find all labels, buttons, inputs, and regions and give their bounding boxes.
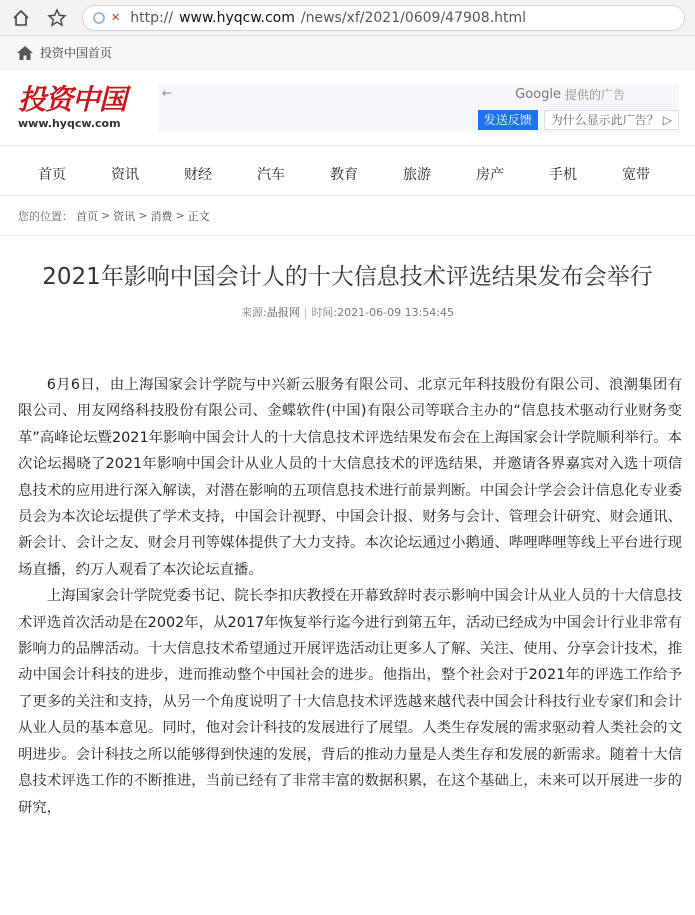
breadcrumb-separator: > [175, 209, 185, 222]
article-body [0, 372, 695, 821]
url-prefix: http:// [130, 9, 174, 26]
play-icon: ▷ [662, 112, 672, 127]
url-path: /news/xf/2021/0609/47908.html [300, 9, 527, 26]
site-home-link[interactable]: 投资中国首页 [40, 46, 113, 60]
google-ad [158, 84, 679, 132]
article-title: 2021年影响中国会计人的十大信息技术评选结果发布会举行 [42, 264, 653, 290]
home-icon [16, 45, 34, 61]
why-label: 为什么显示此广告？ [550, 112, 659, 127]
nav-item-broadband[interactable]: 宽带 [622, 166, 650, 183]
article-paragraph: 上海国家会计学院党委书记、院长李扣庆教授在开幕致辞时表示影响中国会计从业人员的十大信息技术评选首次活动是在2002年，从2017年恢复举行迄今进行到第五年，活动已经成为中国会计行业非常有影响力的品牌活动。十大信息技术希望通过开展评选活动让更多人了解、关注、使用、分享会计技术，推动中国会计科技的进步，进而推动整个中国社会的进步。他指出，整个社会对于2021年的评选工作给予了更多的关注和支持，从另一个角度说明了十大信息技术评选越来越代表中国会计科技行业专家们和会计从业人员的基本意见。同时，他对会计科技的发展进行了展望。人类生存发展的需求驱动着人类社会的文明进步。会计科技之所以能够得到快速的发展，背后的推动力量是人类生存和发展的新需求。随着十大信息技术评选工作的不断推进，当前已经有了非常丰富的数据积累，在这个基础上，未来可以开展进一步的研究， [18, 588, 682, 816]
nav-item-news[interactable]: 资讯 [111, 166, 139, 183]
logo-url: www.hyqcw.com [18, 117, 121, 130]
google-label: Google [515, 86, 561, 102]
back-arrow-icon[interactable]: ← [162, 85, 173, 100]
ad-provider [515, 86, 625, 103]
nav-item-education[interactable]: 教育 [330, 166, 358, 183]
breadcrumb-consumer[interactable]: 消费 [150, 209, 173, 223]
site-logo[interactable] [18, 85, 128, 130]
logo-text: 投资中国 [18, 83, 127, 116]
meta-divider: | [303, 306, 308, 319]
breadcrumb-separator: > [138, 209, 148, 222]
nav-item-mobile[interactable]: 手机 [549, 166, 577, 183]
breadcrumb-home[interactable]: 首页 [76, 209, 98, 223]
home-icon[interactable] [10, 7, 32, 29]
nav-item-finance[interactable]: 财经 [184, 166, 212, 183]
nav-item-travel[interactable]: 旅游 [403, 166, 431, 183]
provided-label: 提供的广告 [564, 87, 625, 102]
article-source: 晶报网 [266, 306, 300, 319]
top-strip [0, 36, 695, 70]
breadcrumb-prefix: 您的位置： [18, 209, 73, 223]
breadcrumb-news[interactable]: 资讯 [113, 209, 136, 223]
address-bar[interactable] [82, 5, 685, 31]
site-info-icon[interactable] [93, 12, 105, 24]
nav-item-realestate[interactable]: 房产 [476, 166, 504, 183]
breadcrumb [0, 196, 695, 236]
browser-toolbar [0, 0, 695, 36]
nav-item-auto[interactable]: 汽车 [257, 166, 285, 183]
article-time: 2021-06-09 13:54:45 [337, 306, 454, 319]
article-meta [0, 304, 695, 320]
breadcrumb-separator: > [101, 209, 111, 222]
nav-item-home[interactable]: 首页 [38, 166, 66, 183]
breadcrumb-current: 正文 [187, 209, 210, 223]
url-host: www.hyqcw.com [179, 9, 295, 26]
favorite-star-icon[interactable] [46, 7, 68, 29]
main-nav [0, 152, 695, 196]
send-feedback-button[interactable]: 发送反馈 [478, 110, 538, 130]
article-paragraph: 6月6日，由上海国家会计学院与中兴新云服务有限公司、北京元年科技股份有限公司、浪潮集团有限公司、用友网络科技股份有限公司、金蝶软件(中国)有限公司等联合主办的“信息技术驱动行业财务变革”高峰论坛暨2021年影响中国会计人的十大信息技术评选结果发布会在上海国家会计学院顺利举行。本次论坛揭晓了2021年影响中国会计从业人员的十大信息技术的评选结果，并邀请各界嘉宾对入选十项信息技术的应用进行深入解读，对潜在影响的五项信息技术进行前景判断。中国会计学会会计信息化专业委员会为本次论坛提供了学术支持，中国会计视野、中国会计报、财务与会计、管理会计研究、财会通讯、新会计、会计之友、财会月刊等媒体提供了大力支持。本次论坛通过小鹅通、哔哩哔哩等线上平台进行现场直播，约万人观看了本次论坛直播。 [18, 377, 682, 578]
time-label: 时间: [311, 306, 338, 319]
not-secure-icon: ✕ [111, 11, 121, 24]
site-header [0, 70, 695, 146]
source-label: 来源: [241, 306, 267, 319]
ad-actions [478, 110, 679, 130]
why-this-ad-button[interactable] [544, 110, 679, 130]
